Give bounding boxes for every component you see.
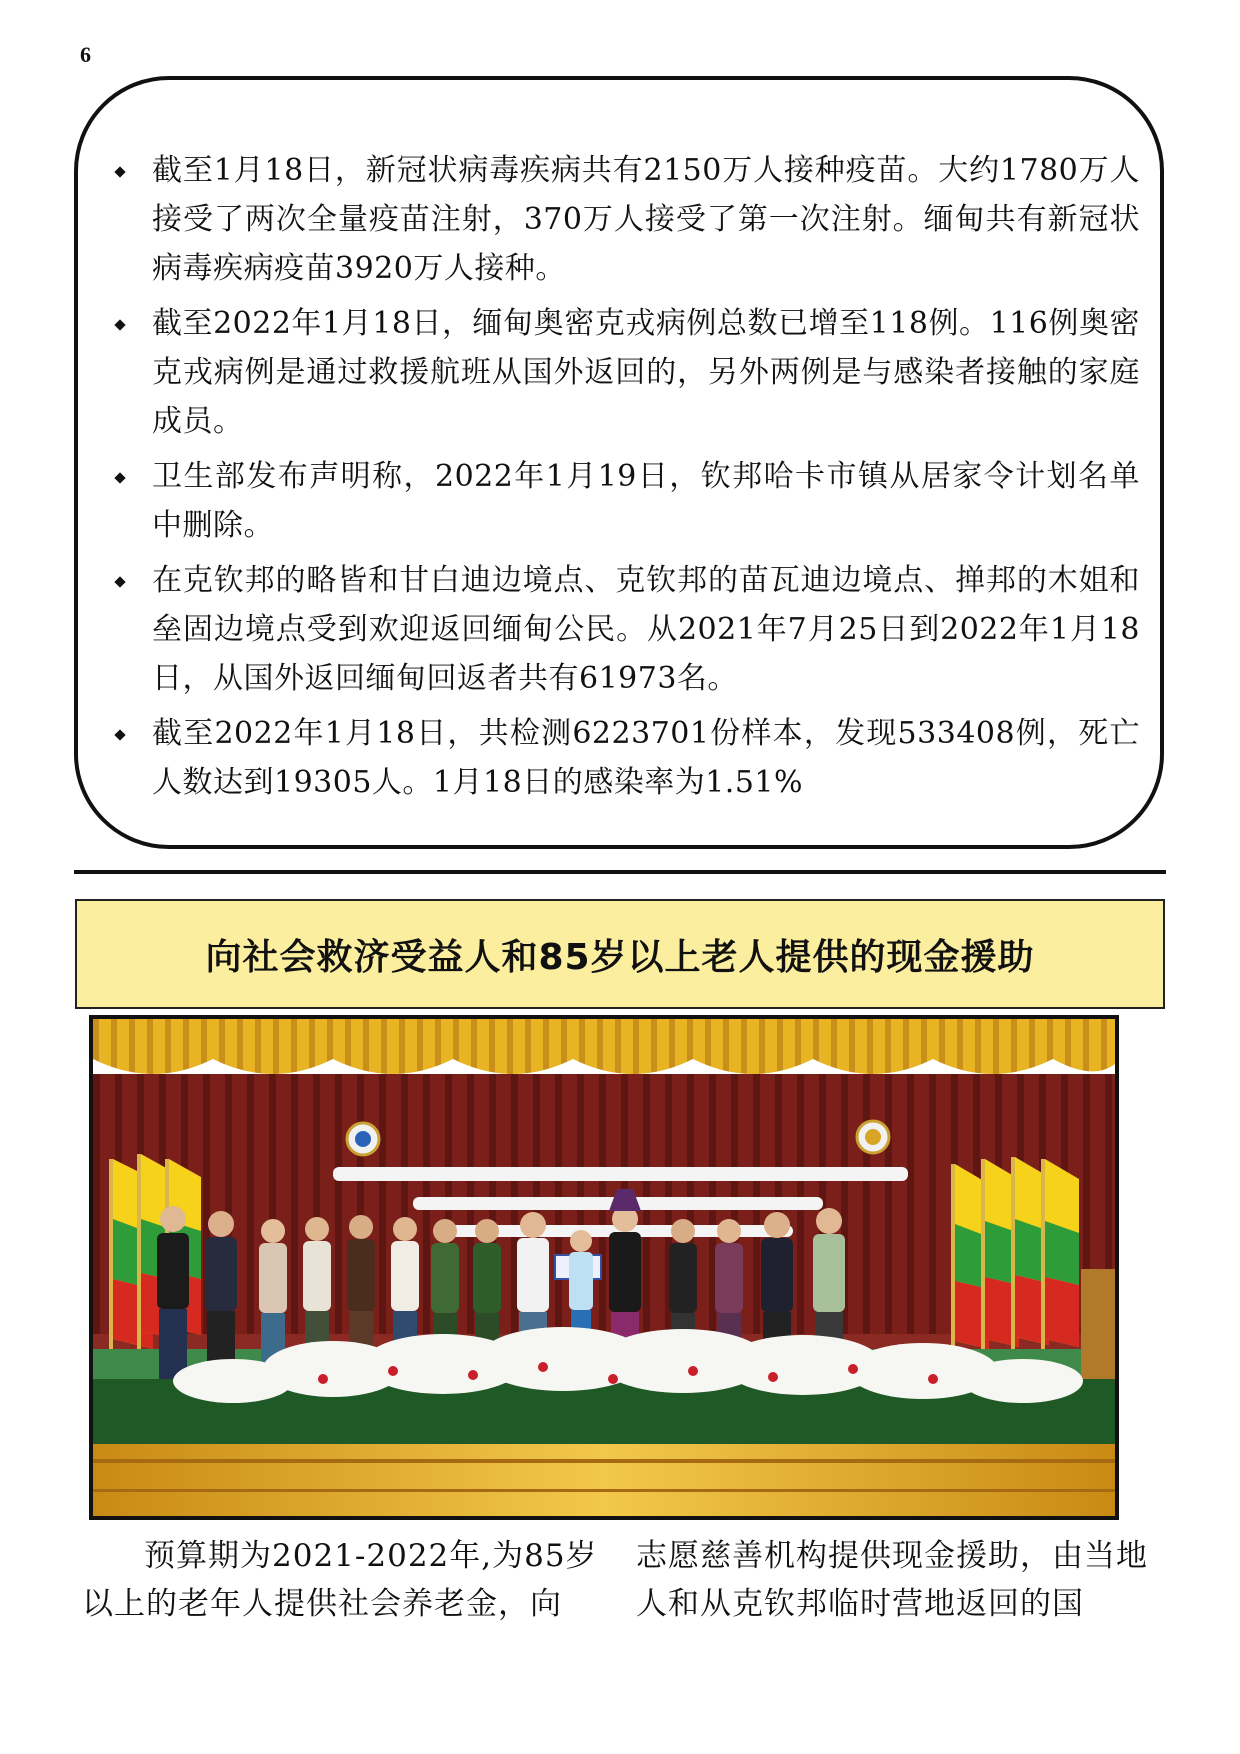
bullet-text: 在克钦邦的略皆和甘白迪边境点、克钦邦的苗瓦迪边境点、掸邦的木姐和垒固边境点受到欢迎返回缅甸公民。从2021年7月25日到2022年1月18日，从国外返回缅甸回返者共有61973名。 [152, 563, 1140, 696]
ceremony-photo-illustration [93, 1019, 1115, 1516]
ceremony-photo [89, 1015, 1119, 1520]
diamond-bullet-icon [114, 472, 125, 483]
bullet-text: 截至2022年1月18日，共检测6223701份样本，发现533408例，死亡人数达到19305人。1月18日的感染率为1.51% [152, 716, 1140, 800]
page-number: 6 [80, 42, 91, 67]
bullet-item [110, 146, 1140, 293]
diamond-bullet-icon [114, 729, 125, 740]
bullet-item [110, 709, 1140, 807]
headline-box [75, 899, 1165, 1009]
diamond-bullet-icon [114, 576, 125, 587]
section-divider [74, 870, 1166, 874]
covid-bullet-list [110, 146, 1140, 813]
body-text-right: 志愿慈善机构提供现金援助，由当地人和从克钦邦临时营地返回的国 [636, 1538, 1148, 1622]
bullet-item [110, 452, 1140, 550]
bullet-item [110, 556, 1140, 703]
diamond-bullet-icon [114, 166, 125, 177]
body-text-left: 预算期为2021-2022年,为85岁以上的老年人提供社会养老金，向 [82, 1538, 598, 1622]
diamond-bullet-icon [114, 319, 125, 330]
bullet-text: 截至2022年1月18日，缅甸奥密克戎病例总数已增至118例。116例奥密克戎病例是通过救援航班从国外返回的，另外两例是与感染者接触的家庭成员。 [152, 306, 1140, 439]
bullet-text: 卫生部发布声明称，2022年1月19日，钦邦哈卡市镇从居家令计划名单中删除。 [152, 459, 1140, 543]
headline: 向社会救济受益人和85岁以上老人提供的现金援助 [205, 936, 1035, 978]
bullet-text: 截至1月18日，新冠状病毒疾病共有2150万人接种疫苗。大约1780万人接受了两次全量疫苗注射，370万人接受了第一次注射。缅甸共有新冠状病毒疾病疫苗3920万人接种。 [152, 153, 1140, 286]
bullet-item [110, 299, 1140, 446]
